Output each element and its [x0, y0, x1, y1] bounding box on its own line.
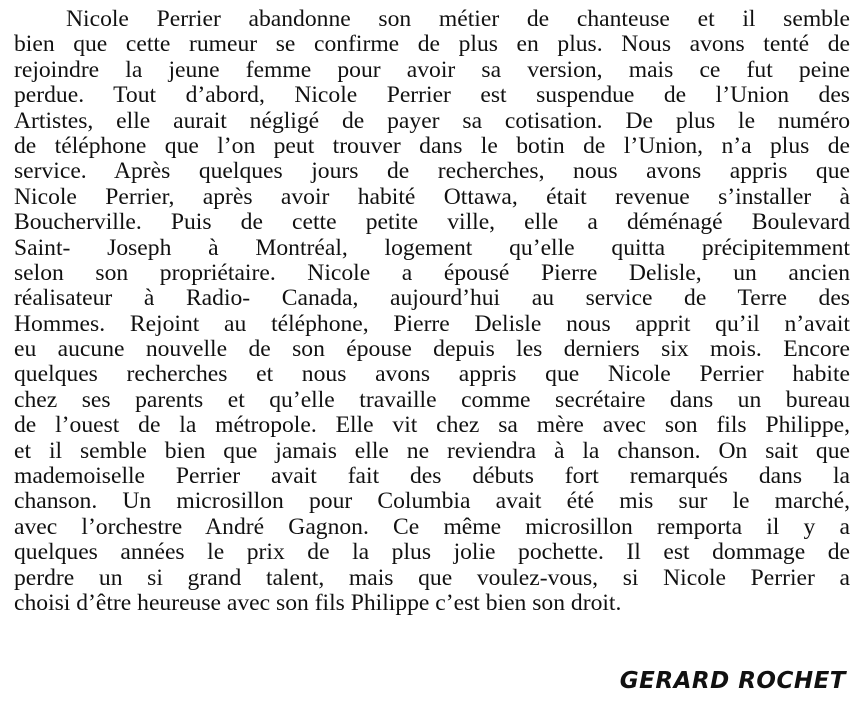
- article-line: Nicole Perrier, après avoir habité Ottawa, était revenue s’installer à: [14, 183, 850, 210]
- article-line: chanson. Un microsillon pour Columbia avait été mis sur le marché,: [14, 488, 850, 515]
- article-line: Hommes. Rejoint au téléphone, Pierre Delisle nous apprit qu’il n’avait: [14, 310, 850, 337]
- article-line: et il semble bien que jamais elle ne reviendra à la chanson. On sait que: [14, 437, 850, 464]
- article-line: Nicole Perrier abandonne son métier de chanteuse et il semble: [66, 6, 850, 32]
- article-line: perdue. Tout d’abord, Nicole Perrier est suspendue de l’Union des: [14, 82, 850, 109]
- article-line: Saint- Joseph à Montréal, logement qu’elle quitta précipitemment: [14, 234, 850, 261]
- author-signature: GERARD ROCHET: [619, 668, 846, 694]
- article-line: perdre un si grand talent, mais que voulez-vous, si Nicole Perrier a: [14, 564, 850, 591]
- article-line: rejoindre la jeune femme pour avoir sa version, mais ce fut peine: [14, 56, 850, 83]
- article-body: [14, 7, 850, 616]
- article-line: de l’ouest de la métropole. Elle vit chez sa mère avec son fils Philippe,: [14, 412, 850, 439]
- article-line: chez ses parents et qu’elle travaille comme secrétaire dans un bureau: [14, 386, 850, 413]
- article-line: Artistes, elle aurait négligé de payer sa cotisation. De plus le numéro: [14, 107, 850, 134]
- article-line: réalisateur à Radio- Canada, aujourd’hui au service de Terre des: [14, 285, 850, 312]
- article-line: selon son propriétaire. Nicole a épousé Pierre Delisle, un ancien: [14, 259, 850, 286]
- article-line: quelques recherches et nous avons appris que Nicole Perrier habite: [14, 361, 850, 388]
- article-line: bien que cette rumeur se confirme de plus en plus. Nous avons tenté de: [14, 31, 850, 58]
- article-line: de téléphone que l’on peut trouver dans le botin de l’Union, n’a plus de: [14, 132, 850, 159]
- article-line: mademoiselle Perrier avait fait des débuts fort remarqués dans la: [14, 463, 850, 490]
- article-line: eu aucune nouvelle de son épouse depuis les derniers six mois. Encore: [14, 336, 850, 363]
- article-line: quelques années le prix de la plus jolie pochette. Il est dommage de: [14, 539, 850, 566]
- article-line: choisi d’être heureuse avec son fils Philippe c’est bien son droit.: [14, 589, 622, 616]
- article-line: avec l’orchestre André Gagnon. Ce même microsillon remporta il y a: [14, 513, 850, 540]
- article-line: Boucherville. Puis de cette petite ville, elle a déménagé Boulevard: [14, 209, 850, 236]
- article-line: service. Après quelques jours de recherches, nous avons appris que: [14, 158, 850, 185]
